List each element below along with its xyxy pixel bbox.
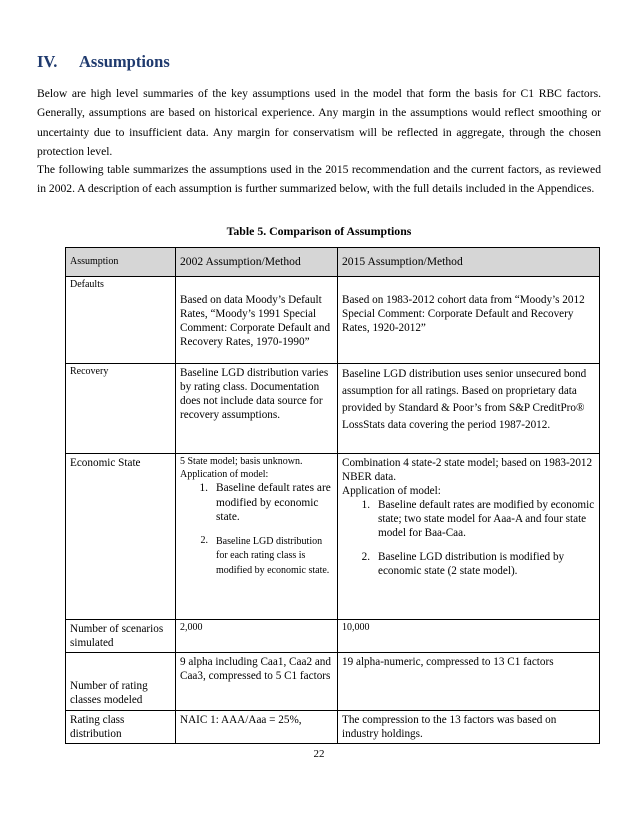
table-row [66,711,600,744]
section-heading [37,52,170,72]
table-caption: Table 5. Comparison of Assumptions [226,224,412,238]
list-item: 2. Baseline LGD distribution for each rating class is modified by economic state. [200,534,330,576]
cell-2002-defaults: Based on data Moody’s Default Rates, “Moody’s 1991 Special Comment: Corporate Default and Recovery Rates, 1970-1990” [176,277,338,364]
cell-2015-scenarios: 10,000 [338,620,600,653]
intro-paragraph: Below are high level summaries of the key assumptions used in the model that form the basis for C1 RBC factors. Generally, assumptions are based on historical experience. Any margin in the assumptions would reflect smoothing or uncertainty due to insufficient data. Any margin for conservatism will be reflected in aggregate, through the chosen protection level. [37,87,601,159]
header-2002: 2002 Assumption/Method [176,248,338,277]
page-number: 22 [313,748,325,760]
table-intro-paragraph: The following table summarizes the assumptions used in the 2015 recommendation and the current factors, as reviewed in 2002. A description of each assumption is further summarized below, with the full details included in the Appendices. [37,163,601,196]
assumptions-table [65,247,600,744]
table-header-row [66,248,600,277]
cell-2002-scenarios: 2,000 [176,620,338,653]
table-row [66,620,600,653]
list-item: 2. Baseline LGD distribution is modified by economic state (2 state model). [361,551,565,577]
economic-2002-intro: 5 State model; basis unknown. [180,456,303,467]
cell-2015-rating-classes: 19 alpha-numeric, compressed to 13 C1 factors [338,653,600,711]
cell-2015-defaults: Based on 1983-2012 cohort data from “Moody’s 2012 Special Comment: Corporate Default and Recovery Rates, 1920-2012” [338,277,600,364]
row-label-recovery: Recovery [66,364,176,454]
section-number: IV. [37,52,58,71]
row-label-economic-state: Economic State [66,454,176,620]
economic-2015-app: Application of model: [342,485,441,497]
table-row [66,364,600,454]
header-assumption: Assumption [66,248,176,277]
cell-2002-rating-classes: 9 alpha including Caa1, Caa2 and Caa3, compressed to 5 C1 factors [176,653,338,711]
row-label-rating-classes: Number of rating classes modeled [66,653,176,711]
table-row [66,653,600,711]
cell-2002-economic-state [176,454,338,620]
cell-2002-recovery: Baseline LGD distribution varies by rating class. Documentation does not include data source for recovery assumptions. [176,364,338,454]
table-row [66,454,600,620]
list-item: 1. Baseline default rates are modified by economic state; two state model for Aaa-A and four state model for Baa-Caa. [361,499,595,539]
economic-2015-intro: Combination 4 state-2 state model; based on 1983-2012 NBER data. [342,457,593,483]
table-row [66,277,600,364]
economic-2015-list [348,498,595,578]
list-item: 1. Baseline default rates are modified by economic state. [199,482,331,523]
cell-2002-rating-distribution: NAIC 1: AAA/Aaa = 25%, [176,711,338,744]
row-label-rating-distribution: Rating class distribution [66,711,176,744]
header-2015: 2015 Assumption/Method [338,248,600,277]
cell-2015-economic-state [338,454,600,620]
row-label-defaults: Defaults [66,277,176,364]
cell-2015-recovery: Baseline LGD distribution uses senior unsecured bond assumption for all ratings. Based on proprietary data provided by Standard & Poor’s from S&P CreditPro® LossStats data covering the period 1987-2012. [338,364,600,454]
economic-2002-list [186,481,333,578]
cell-2015-rating-distribution: The compression to the 13 factors was based on industry holdings. [338,711,600,744]
section-title: Assumptions [79,52,170,71]
economic-2002-app: Application of model: [180,468,269,480]
row-label-scenarios: Number of scenarios simulated [66,620,176,653]
